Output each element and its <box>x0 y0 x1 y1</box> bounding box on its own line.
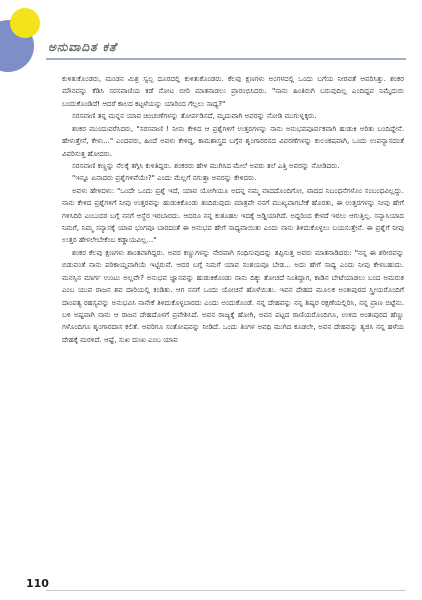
footer-divider <box>46 590 406 591</box>
section-header-title: ಅನುವಾದಿತ ಕತೆ <box>48 40 117 54</box>
paragraph: ಸರಸವಾಣಿ ಕಣ್ಣನ್ನು ನೆಲಕ್ಕೆ ತಗ್ಗಿಸಿ ಕುಳಿತಿದ್ದರು. ಶಂಕರರು ಹೇಳಿ ಮುಗಿಸಿದ ಮೇಲೆ ಅವರು ತಲೆ ಎತ್ತಿ ಅವರನ್ನು ನೋಡಿದರು. <box>72 160 340 170</box>
paragraph: ಸರಸವಾಣಿ ತನ್ನ ಮನ್ನನ ಯಾವ ಚಿಂಚುಣೆಗಳನ್ನು ತೋರ್ಪಡಿಸದೆ, ಮೃದುವಾಗಿ ಅವರನ್ನು ನೋಡಿ ಮುಗುಳ್ನಕ್ಕರು. <box>72 111 317 121</box>
decorative-yellow-circle <box>10 8 40 38</box>
paragraph: ಶಂಕರ ಮುಂದುವರೆಸಿದರು, "ಸರಸವಾಣಿ ! ನೀನು ಕೇಳಿದ ಆ ಪ್ರಶ್ನೆಗಳಿಗೆ ಉತ್ತರಗಳನ್ನು ನಾನು ಅನುಭವಪೂರ್ವಕವಾಗಿ ಹುಡುಕಿ ಅರಿತು ಬಂದಿದ್ದೇನೆ. ಹೇಳುತ್ತೇನೆ, ಕೇಳು..." ಎಂದವರು, ಹಿಂದೆ ಅವಳು ಕೇಳಿದ್ದ, ಕಾಮಶಾಸ್ತ್ರದ ಬಗ್ಗೆನ ಶೃಂಗಾರರಸದ ವಿವರಣೆಗಳನ್ನು ಕುಲಂಕಷವಾಗಿ, ಒಂದು ಉಪನ್ಯಾಸದಂತೆ ವಿವರಿಸುತ್ತ ಹೋದರು. <box>62 123 404 158</box>
header-divider <box>46 58 406 60</box>
paragraph: ಕುಳಿತುಕೊಂಡರು, ಮಂಡನ ಮಿಶ್ರ ಸ್ವಲ್ಪ ದೂರದಲ್ಲಿ ಕುಳಿತುಕೊಂಡರು. ಕೆಲವು ಕ್ಷಣಗಳು ಅಂಗಳದಲ್ಲಿ ಒಂದು ಬಗೆಯ ನೀರವತೆ ಆವರಿಸಿತ್ತು. ಶಂಕರ ಮೌನವನ್ನು ಕೆಡಿಸಿ ಸರಸವಾಣಿಯ ಕಡೆ ನೋಟ ಬೀರಿ ಮಾತನಾಡಲು ಪ್ರಾರಂಭಿಸಿದರು. "ನಾನು ಹಿಂತಿರುಗಿ ಬರುವುದಿಲ್ಲ ಎಂದಿದ್ದವ ನಿಮ್ಮೆದುರು ಬಂದುಕೊಂಡಿದೆ! ಆದರೆ ಕಾಲದ ಕಟ್ಟಳೆಯನ್ನು ಯಾರಿಂದ ಗೆಲ್ಲಲು ಸಾಧ್ಯ?" <box>62 74 404 108</box>
paragraph: ಶಂಕರ ಕೆಲವು ಕ್ಷಣಗಳು ಶಾಂತವಾಗಿದ್ದರು. ಅವರ ಕಣ್ಣುಗಳನ್ನು ನೇರವಾಗಿ ಸಂಧಿಸುವುದನ್ನು ತಪ್ಪಿಸುತ್ತ ಅವರು ಮಾತನಾಡಿದರು: "ನನ್ನ ಈ ಶರೀರವನ್ನು ಬಿಡುವಂತೆ ನಾನು ಪರಿಕಾಯ್ದವಾಗಿಯೆ ಇಟ್ಟಿರುವೆ. ಆದರ ಬಗ್ಗೆ ನಿಮಗೆ ಯಾವ ಸಂಶಯವೂ ಬೇಡ... ಅದು ಹೇಗೆ ಸಾಧ್ಯ ಎಂದು ನೀವು ಕೇಳಬಹುದು. ಮನಸ್ಸಿನ ಮಾರ್ಗ ಉಂಟು ಅಲ್ಲವೇ? ಅನುಭವ ಜ್ಞಾನವನ್ನು ಹುಡುಕಿಕೊಂಡು ನಾನು ದಿಕ್ಕು ತೋಚದೆ ನಿಂತಿದ್ದಾಗ, ಕಾಡಿನ ಬೇಟೆಯಾಡಲು ಬಂದ ಅಮರುಕ ಎಂಬ ಯುವ ರಾಜನ ಶವ ದಾರಿಯಲ್ಲಿ ಕಂಡಿತು. ಆಗ ನನಗೆ ಒಂದು ಯೋಚನೆ ಹೊಳೆಯಿತು. ಇವನ ದೇಹದ ಮೂಲಕ ಅಂತಃಪುರದ ಸ್ತ್ರೀಯರೊಂದಿಗೆ ದಾಂಪತ್ಯ ರಹಸ್ಯವನ್ನು ಅನುಭವಿಸಿ ನಾನೇಕೆ ತಿಳಿದುಕೊಳ್ಳಬಾರದು ಎಂದು ಅಂದುಕೊಂಡೆ. ನನ್ನ ದೇಹವನ್ನು ನನ್ನ ಶಿಷ್ಯರ ರಕ್ಷಣೆಯಲ್ಲಿರಿಸಿ, ನನ್ನ ಪ್ರಾಣ ಬಿಟ್ಟೆನು. ಬಳಿ ಅಷ್ಟವಾಗಿ ನಾನು ಆ ರಾಜನ ದೇಹದೊಳಗೆ ಪ್ರವೇಶಿಸಿದೆ. ಅವನ ರಾಜ್ಯಕ್ಕೆ ಹೋಗಿ, ಅವನ ಪಟ್ಟದ ರಾಣಿಯರೊಂದಿಗೂ, ಉಳಿದ ಅಂತಃಪುರದ ಹೆಣ್ಣು ಗಳೊಂದಿಗೂ ಶೃಂಗಾರದಾಸ ಕಲಿತೆ. ಅವರಿಗೂ ಸಂತೋಷವನ್ನು ನೀಡಿದೆ. ಒಂದು ತಿಂಗಳ ಅವಧಿ ಮುಗಿದ ಕೂಡಲೇ, ಅವನ ದೇಹವನ್ನು ತ್ಯಜಿಸಿ ನನ್ನ ಹಳೆಯ ದೇಹಕ್ಕೆ ಮರಳಿದೆ. ಆಷ್ಟೆ, ಸುಖ ದುಃಖ ಎಂಬ ಯಾವ <box>62 247 404 344</box>
page-number: 110 <box>26 577 49 590</box>
paragraph: ಅವಳು ಹೇಳಿದಳು: "ಒಂದೇ ಒಂದು ಪ್ರಶ್ನೆ ಇದೆ, ಯಾವ ಯೋಗಿಯೂ ಅದನ್ನ ನಮ್ಮ ವಾದದೊಂದಿಗೋ, ವಾದದ ನಿಬಂಧನೆಗಳೊಂ ಸಂಬಂಧವಿಲ್ಲದ್ದು. ನಾನು ಕೇಳಿದ ಪ್ರಶ್ನೆಗಳಿಗೆ ನೀವು ಉತ್ತರವನ್ನು ಹುಡುಕಿಕೊಂಡು ತಂದಿರುವುದು ಮಾತ್ರವೇ ನನಗೆ ಮುಖ್ಯವಾಗಬೇಕೆ ಹೊರತು, ಈ ಉತ್ತರಗಳನ್ನು ನೀವು ಹೇಗೆ ಗಳಿಸಿದಿರಿ ಎಂಬುದರ ಬಗ್ಗೆ ನನಗೆ ಆಸ್ಥೆರ ಇರಬಾರದು. ಆದರೂ ನನ್ನ ಕುತೂಹಲ ಇದಕ್ಕೆ ಅಡ್ಡಿಯಾಗಿದೆ. ಅದ್ದರಿಂದ ಕೇಳದೆ ಇರಲು ಆಗುತ್ತಿಲ್ಲ. ಸನ್ಯಾಸಿಯಾದ ನಿಮಗೆ, ನಿಮ್ಮ ಸನ್ಯಾಸಕ್ಕೆ ಯಾವ ಭಂಗವೂ ಬಾರದಂತೆ ಈ ಅನುಭವ ಹೇಗೆ ಸಾಧ್ಯವಾಯಿತು ಎಂದು ನಾನು ತಿಳಿದುಕೊಳ್ಳಲು ಬಯಸುತ್ತೇನೆ. ಈ ಪ್ರಶ್ನೆಗೆ ನೀವು ಉತ್ತರ ಹೇಳಲೇಬೇಕೆಂಬ ಕಡ್ಡಾಯವಿಲ್ಲ..." <box>62 185 404 245</box>
article-body <box>62 73 404 346</box>
paragraph: "ಇನ್ನೂ ಏನಾದರು ಪ್ರಶ್ನೆಗಳಿವೆಯೇ?" ಎಂದು ಮೆಲ್ಲಗೆ ನಗುತ್ತಾ ಅವರನ್ನು ಕೇಳಿದರು. <box>72 173 257 183</box>
